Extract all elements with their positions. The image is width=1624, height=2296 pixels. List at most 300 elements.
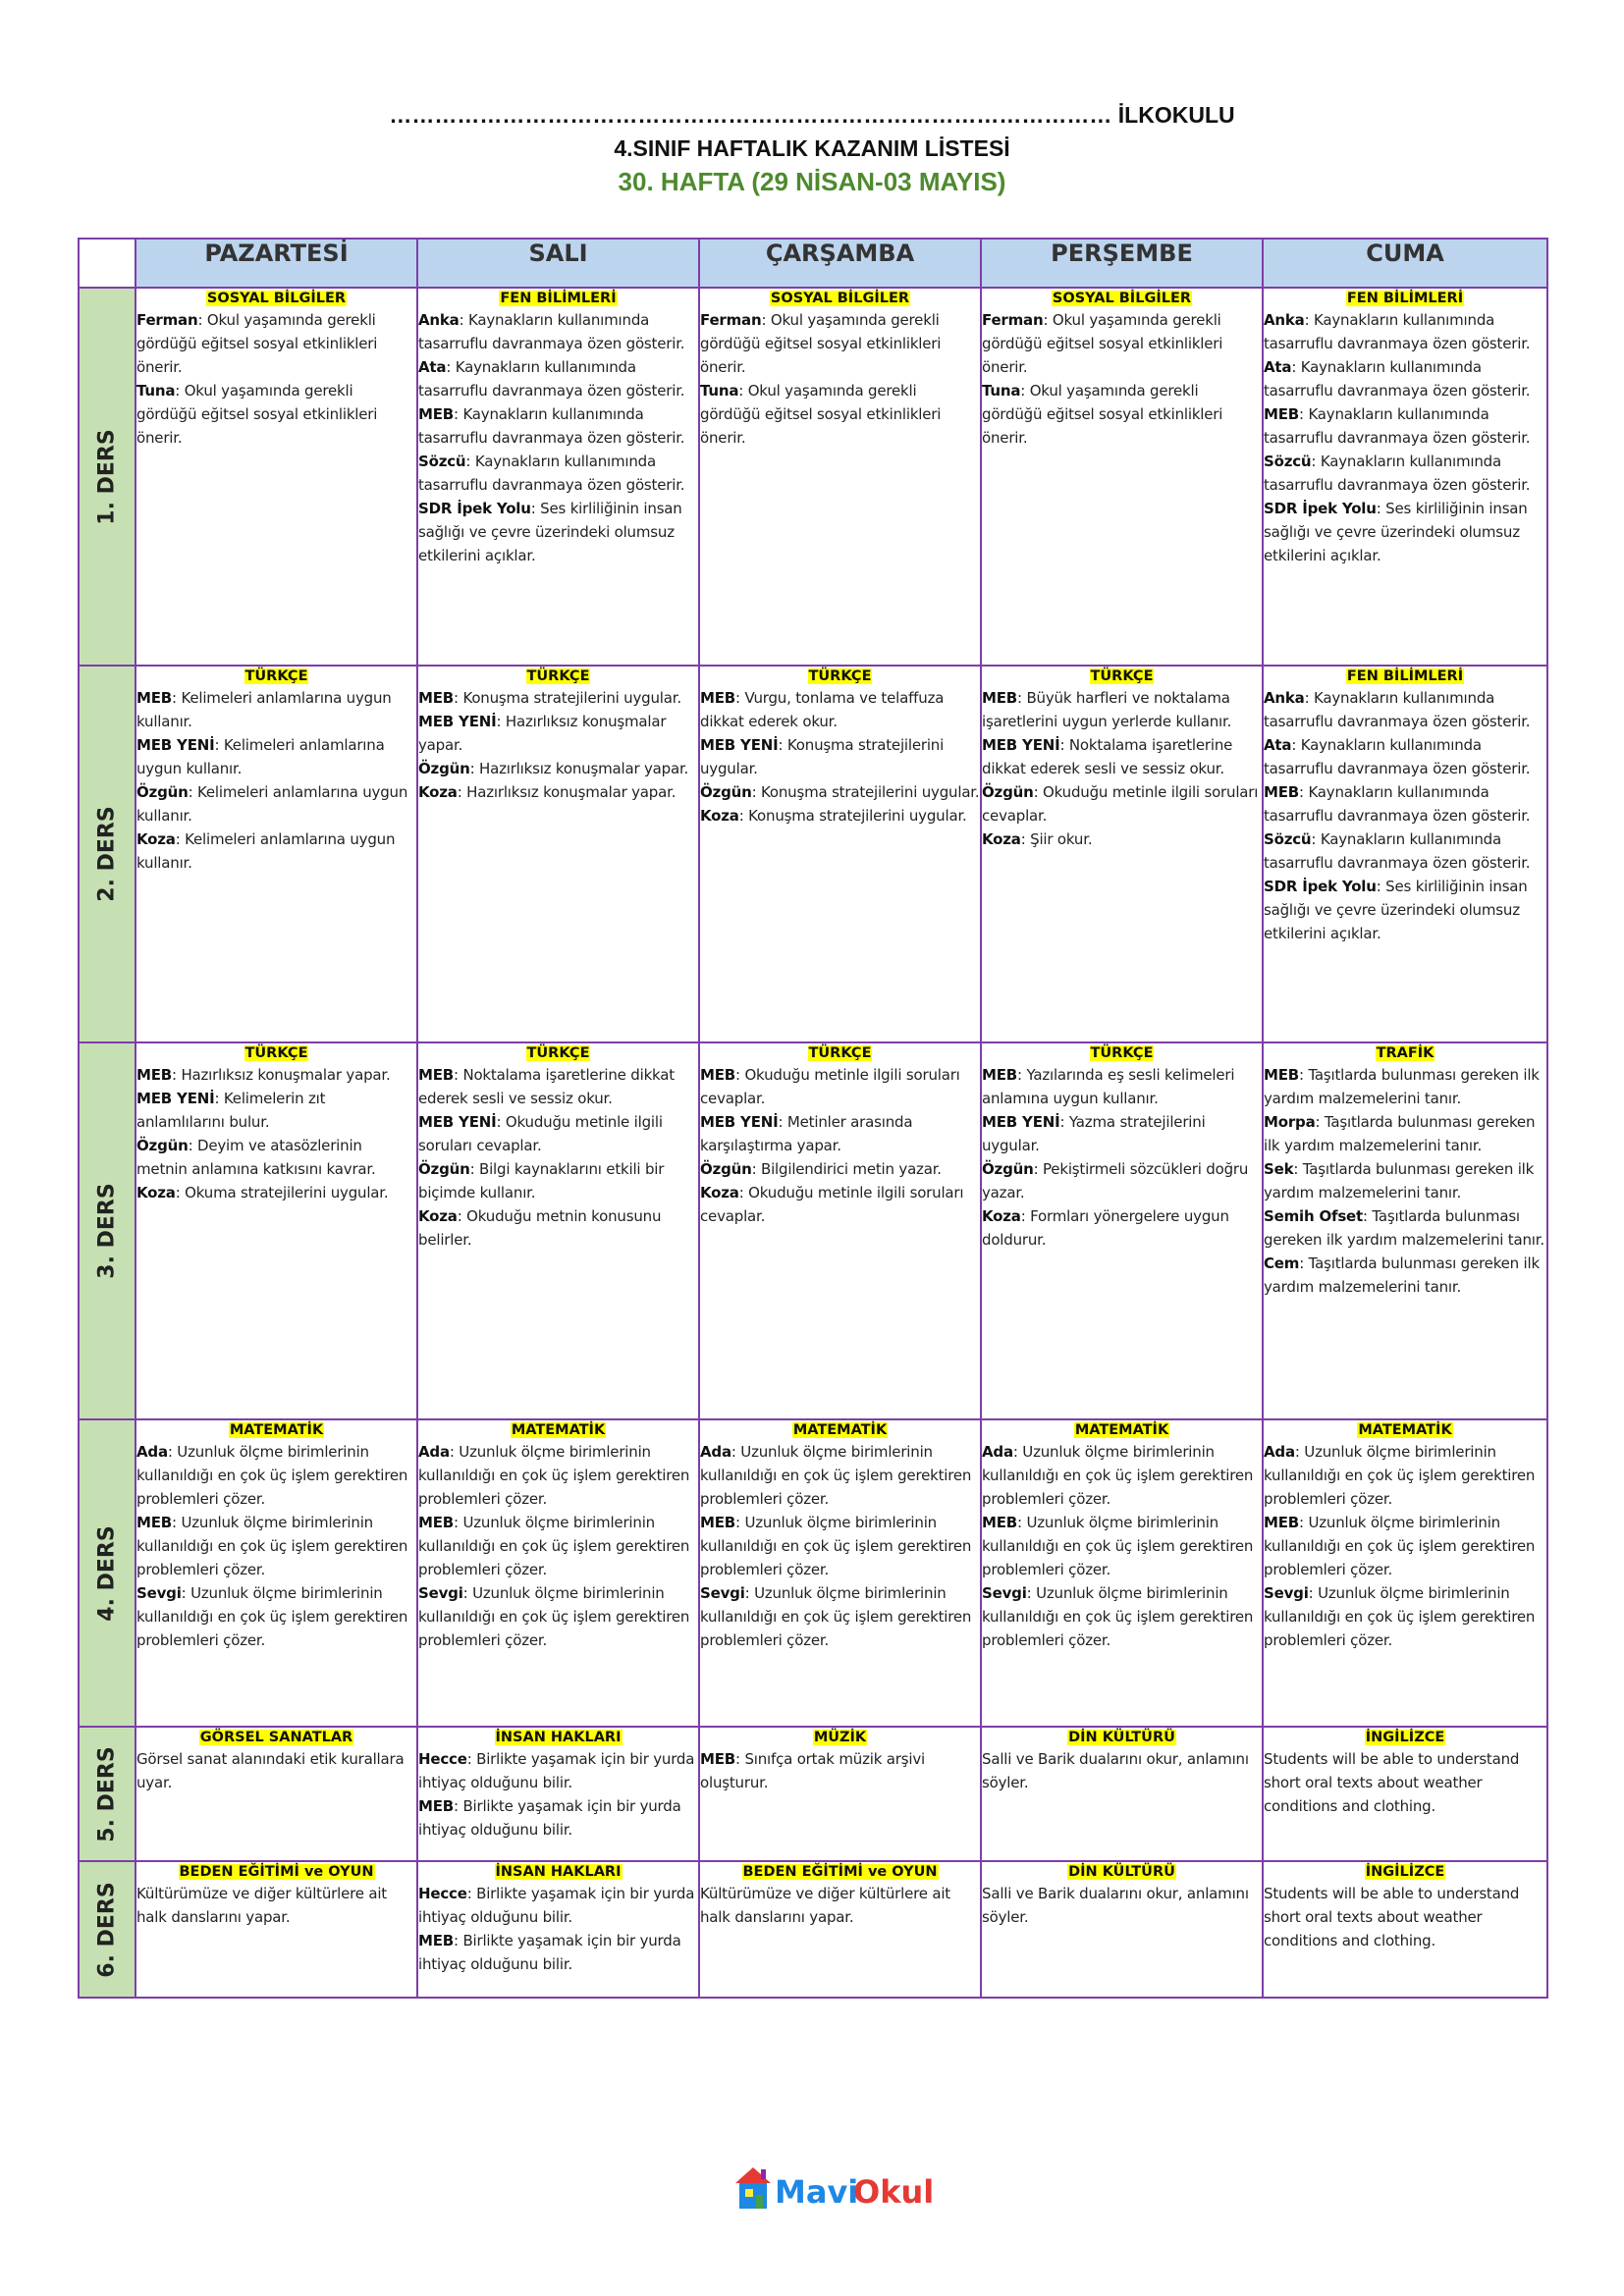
objective-entry: Ada: Uzunluk ölçme birimlerinin kullanıldığı en çok üç işlem gerektiren problemleri çözer. <box>700 1443 972 1508</box>
objective-entry: MEB: Sınıfça ortak müzik arşivi oluşturur. <box>700 1750 925 1791</box>
publisher-name: Anka <box>418 311 460 329</box>
publisher-name: MEB YENİ <box>700 736 779 754</box>
objective-text: Yazma stratejilerini uygular. <box>982 1113 1206 1154</box>
publisher-name: Koza <box>700 1184 739 1201</box>
objective-entry: MEB: Uzunluk ölçme birimlerinin kullanıldığı en çok üç işlem gerektiren problemleri çözer. <box>982 1514 1254 1578</box>
subject-label <box>700 1728 980 1747</box>
publisher-name: MEB <box>136 1066 173 1084</box>
subject-label <box>700 1420 980 1440</box>
objective-text: Students will be able to understand short oral texts about weather conditions and clothing. <box>1264 1750 1520 1815</box>
lesson-cell <box>699 1861 981 1998</box>
publisher-name: Koza <box>418 1207 458 1225</box>
objective-entry: MEB YENİ: Konuşma stratejilerini uygular. <box>700 736 945 777</box>
publisher-name: MEB <box>418 405 455 423</box>
publisher-name: Tuna <box>982 382 1021 400</box>
publisher-name: Ada <box>136 1443 168 1461</box>
objective-entry: Koza: Kelimeleri anlamlarına uygun kullanır. <box>136 830 396 872</box>
subject-name: FEN BİLİMLERİ <box>1346 291 1464 306</box>
objective-entry: MEB YENİ: Noktalama işaretlerine dikkat ederek sesli ve sessiz okur. <box>982 736 1233 777</box>
objective-entry <box>136 1747 416 1794</box>
objective-text: Taşıtlarda bulunması gereken ilk yardım malzemelerini tanır. <box>1264 1207 1544 1249</box>
publisher-name: MEB <box>136 689 173 707</box>
objective-text: Taşıtlarda bulunması gereken ilk yardım malzemelerini tanır. <box>1264 1255 1540 1296</box>
subject-name: MÜZİK <box>813 1730 867 1745</box>
lesson-cell <box>135 1727 417 1861</box>
objective-entry: MEB: Hazırlıksız konuşmalar yapar. <box>136 1066 391 1084</box>
objective-text: Hazırlıksız konuşmalar yapar. <box>466 783 677 801</box>
subject-name: TÜRKÇE <box>1090 1045 1154 1061</box>
publisher-name: MEB <box>982 689 1018 707</box>
subject-name: BEDEN EĞİTİMİ ve OYUN <box>742 1864 938 1880</box>
lesson-cell <box>135 1861 417 1998</box>
objective-entry: MEB: Yazılarında eş sesli kelimeleri anlamına uygun kullanır. <box>982 1066 1235 1107</box>
objective-entry: Koza: Konuşma stratejilerini uygular. <box>700 807 967 825</box>
lesson-cell <box>135 288 417 666</box>
lesson-cell <box>417 1861 699 1998</box>
objective-text: Hazırlıksız konuşmalar yapar. <box>181 1066 391 1084</box>
corner-cell <box>79 239 135 288</box>
publisher-name: MEB <box>982 1066 1018 1084</box>
subject-label <box>136 1420 416 1440</box>
objective-entry: MEB: Vurgu, tonlama ve telaffuza dikkat ederek okur. <box>700 689 945 730</box>
lesson-label: 3. DERS <box>94 1183 120 1279</box>
lesson-cell <box>1263 1042 1547 1419</box>
objective-entry: Koza: Formları yönergelere uygun doldurur. <box>982 1207 1229 1249</box>
objective-text: Okuma stratejilerini uygular. <box>185 1184 389 1201</box>
mavi-okul-logo <box>731 2160 935 2218</box>
objective-entry: Ada: Uzunluk ölçme birimlerinin kullanıldığı en çok üç işlem gerektiren problemleri çözer. <box>136 1443 408 1508</box>
objective-text: Kaynakların kullanımında tasarruflu davranmaya özen gösterir. <box>418 358 685 400</box>
objective-entry: SDR İpek Yolu: Ses kirliliğinin insan sağlığı ve çevre üzerindeki olumsuz etkilerini açıklar. <box>418 500 682 564</box>
lesson-label: 1. DERS <box>94 428 120 525</box>
objective-text: Kaynakların kullanımında tasarruflu davranmaya özen gösterir. <box>1264 783 1531 825</box>
objective-text: Ses kirliliğinin insan sağlığı ve çevre üzerindeki olumsuz etkilerini açıklar. <box>1264 878 1528 942</box>
publisher-name: Özgün <box>982 1160 1034 1178</box>
publisher-name: MEB <box>1264 1514 1300 1531</box>
subject-name: TÜRKÇE <box>526 1045 590 1061</box>
subject-name: BEDEN EĞİTİMİ ve OYUN <box>179 1864 374 1880</box>
objective-text: Uzunluk ölçme birimlerinin kullanıldığı en çok üç işlem gerektiren problemleri çözer. <box>1264 1584 1536 1649</box>
objective-text: Formları yönergelere uygun doldurur. <box>982 1207 1229 1249</box>
objective-entry: MEB: Okuduğu metinle ilgili soruları cevaplar. <box>700 1066 960 1107</box>
lesson-row <box>79 666 1547 1042</box>
objective-text: Okul yaşamında gerekli gördüğü eğitsel sosyal etkinlikleri önerir. <box>136 382 378 447</box>
lesson-cell <box>417 1419 699 1727</box>
publisher-name: Özgün <box>418 1160 470 1178</box>
publisher-name: MEB YENİ <box>418 1113 497 1131</box>
subject-name: DİN KÜLTÜRÜ <box>1068 1730 1175 1745</box>
lesson-label: 2. DERS <box>94 806 120 902</box>
objective-entry: MEB: Uzunluk ölçme birimlerinin kullanıldığı en çok üç işlem gerektiren problemleri çözer. <box>418 1514 690 1578</box>
objective-entry: MEB: Uzunluk ölçme birimlerinin kullanıldığı en çok üç işlem gerektiren problemleri çözer. <box>136 1514 408 1578</box>
objective-text: Okuduğu metinle ilgili soruları cevaplar. <box>700 1184 964 1225</box>
publisher-name: Sevgi <box>136 1584 182 1602</box>
objective-text: Birlikte yaşamak için bir yurda ihtiyaç olduğunu bilir. <box>418 1750 695 1791</box>
objective-text: Okul yaşamında gerekli gördüğü eğitsel sosyal etkinlikleri önerir. <box>700 382 942 447</box>
publisher-name: MEB YENİ <box>418 713 497 730</box>
publisher-name: Sözcü <box>1264 453 1312 470</box>
objective-text: Metinler arasında karşılaştırma yapar. <box>700 1113 913 1154</box>
objective-entry: Sözcü: Kaynakların kullanımında tasarruflu davranmaya özen gösterir. <box>1264 453 1531 494</box>
subject-label <box>1264 1420 1546 1440</box>
objective-entry: MEB: Uzunluk ölçme birimlerinin kullanıldığı en çok üç işlem gerektiren problemleri çözer. <box>1264 1514 1536 1578</box>
publisher-name: MEB <box>700 689 736 707</box>
objective-text: Noktalama işaretlerine dikkat ederek sesli ve sessiz okur. <box>982 736 1233 777</box>
objective-text: Okul yaşamında gerekli gördüğü eğitsel sosyal etkinlikleri önerir. <box>700 311 942 376</box>
publisher-name: MEB <box>1264 1066 1300 1084</box>
objective-entry: Ata: Kaynakların kullanımında tasarruflu davranmaya özen gösterir. <box>1264 358 1531 400</box>
objective-text: Kültürümüze ve diğer kültürlere ait halk danslarını yapar. <box>136 1885 387 1926</box>
objective-text: Okul yaşamında gerekli gördüğü eğitsel sosyal etkinlikleri önerir. <box>982 311 1223 376</box>
objective-entry: Sevgi: Uzunluk ölçme birimlerinin kullanıldığı en çok üç işlem gerektiren problemleri çözer. <box>982 1584 1254 1649</box>
objective-text: Sınıfça ortak müzik arşivi oluşturur. <box>700 1750 925 1791</box>
objective-text: Ses kirliliğinin insan sağlığı ve çevre üzerindeki olumsuz etkilerini açıklar. <box>418 500 682 564</box>
subject-name: SOSYAL BİLGİLER <box>770 291 910 306</box>
objective-entry: Özgün: Kelimeleri anlamlarına uygun kullanır. <box>136 783 408 825</box>
lesson-label-cell <box>79 1042 135 1419</box>
subject-name: TÜRKÇE <box>808 1045 872 1061</box>
lesson-row <box>79 1419 1547 1727</box>
publisher-name: MEB YENİ <box>136 1090 215 1107</box>
objective-entry: Tuna: Okul yaşamında gerekli gördüğü eğitsel sosyal etkinlikleri önerir. <box>700 382 942 447</box>
lesson-cell <box>699 288 981 666</box>
subject-name: GÖRSEL SANATLAR <box>199 1730 353 1745</box>
objective-entry <box>700 1882 980 1929</box>
publisher-name: Sevgi <box>982 1584 1027 1602</box>
subject-name: TÜRKÇE <box>244 1045 308 1061</box>
lesson-cell <box>135 666 417 1042</box>
lesson-cell <box>417 288 699 666</box>
publisher-name: MEB <box>700 1066 736 1084</box>
objective-entry: MEB: Kaynakların kullanımında tasarruflu davranmaya özen gösterir. <box>1264 405 1531 447</box>
subject-name: TÜRKÇE <box>808 668 872 684</box>
subject-label <box>136 1728 416 1747</box>
subject-name: TÜRKÇE <box>1090 668 1154 684</box>
publisher-name: Koza <box>418 783 458 801</box>
subject-name: DİN KÜLTÜRÜ <box>1068 1864 1175 1880</box>
objective-text: Kelimeleri anlamlarına uygun kullanır. <box>136 783 408 825</box>
objective-entry <box>982 1747 1262 1794</box>
publisher-name: MEB <box>700 1750 736 1768</box>
subject-label <box>982 667 1262 686</box>
publisher-name: Ferman <box>982 311 1044 329</box>
objective-text: Uzunluk ölçme birimlerinin kullanıldığı en çok üç işlem gerektiren problemleri çözer. <box>418 1443 690 1508</box>
objective-text: Birlikte yaşamak için bir yurda ihtiyaç olduğunu bilir. <box>418 1885 695 1926</box>
objective-entry <box>136 1882 416 1929</box>
objective-entry: MEB: Büyük harfleri ve noktalama işaretlerini uygun yerlerde kullanır. <box>982 689 1232 730</box>
objective-text: Konuşma stratejilerini uygular. <box>761 783 980 801</box>
objective-entry: MEB: Kelimeleri anlamlarına uygun kullanır. <box>136 689 392 730</box>
publisher-name: SDR İpek Yolu <box>1264 878 1377 895</box>
publisher-name: Ata <box>1264 358 1292 376</box>
objective-text: Uzunluk ölçme birimlerinin kullanıldığı en çok üç işlem gerektiren problemleri çözer. <box>982 1443 1254 1508</box>
lesson-cell <box>981 1727 1263 1861</box>
objective-text: Konuşma stratejilerini uygular. <box>462 689 681 707</box>
subject-name: TRAFİK <box>1376 1045 1435 1061</box>
objective-entry <box>1264 1747 1546 1818</box>
day-header: SALI <box>417 239 699 288</box>
objective-entry: Koza: Şiir okur. <box>982 830 1093 848</box>
objective-entry: MEB: Uzunluk ölçme birimlerinin kullanıldığı en çok üç işlem gerektiren problemleri çözer. <box>700 1514 972 1578</box>
objective-entry: Sevgi: Uzunluk ölçme birimlerinin kullanıldığı en çok üç işlem gerektiren problemleri çözer. <box>418 1584 690 1649</box>
objective-text: Kaynakların kullanımında tasarruflu davranmaya özen gösterir. <box>418 405 685 447</box>
objective-text: Uzunluk ölçme birimlerinin kullanıldığı en çok üç işlem gerektiren problemleri çözer. <box>1264 1514 1536 1578</box>
lesson-row <box>79 1042 1547 1419</box>
objective-text: Ses kirliliğinin insan sağlığı ve çevre üzerindeki olumsuz etkilerini açıklar. <box>1264 500 1528 564</box>
publisher-name: Özgün <box>700 1160 752 1178</box>
publisher-name: SDR İpek Yolu <box>418 500 531 517</box>
lesson-label-cell <box>79 1727 135 1861</box>
objective-text: Kaynakların kullanımında tasarruflu davranmaya özen gösterir. <box>1264 311 1531 352</box>
publisher-name: Tuna <box>136 382 176 400</box>
day-header: ÇARŞAMBA <box>699 239 981 288</box>
objective-text: Hazırlıksız konuşmalar yapar. <box>479 760 689 777</box>
publisher-name: Özgün <box>136 1137 189 1154</box>
publisher-name: Cem <box>1264 1255 1300 1272</box>
objective-text: Görsel sanat alanındaki etik kurallara uyar. <box>136 1750 405 1791</box>
objective-text: Büyük harfleri ve noktalama işaretlerini uygun yerlerde kullanır. <box>982 689 1232 730</box>
lesson-label: 5. DERS <box>94 1745 120 1842</box>
lesson-row <box>79 288 1547 666</box>
svg-text:Okul: Okul <box>853 2173 935 2211</box>
publisher-name: Ferman <box>136 311 198 329</box>
lesson-label-cell <box>79 1419 135 1727</box>
objective-text: Bilgilendirici metin yazar. <box>761 1160 942 1178</box>
objective-text: Salli ve Barik dualarını okur, anlamını söyler. <box>982 1750 1249 1791</box>
subject-name: SOSYAL BİLGİLER <box>206 291 347 306</box>
publisher-name: Ada <box>700 1443 731 1461</box>
objective-text: Okul yaşamında gerekli gördüğü eğitsel sosyal etkinlikleri önerir. <box>136 311 378 376</box>
subject-label <box>418 1043 698 1063</box>
lesson-row <box>79 1861 1547 1998</box>
objective-entry: MEB YENİ: Yazma stratejilerini uygular. <box>982 1113 1206 1154</box>
publisher-name: Anka <box>1264 689 1305 707</box>
objective-entry: Koza: Okuduğu metnin konusunu belirler. <box>418 1207 662 1249</box>
publisher-name: MEB <box>418 689 455 707</box>
objective-text: Okuduğu metinle ilgili soruları cevaplar. <box>982 783 1259 825</box>
publisher-name: MEB YENİ <box>982 736 1060 754</box>
lesson-cell <box>417 1042 699 1419</box>
objective-text: Noktalama işaretlerine dikkat ederek sesli ve sessiz okur. <box>418 1066 675 1107</box>
subject-label <box>700 289 980 308</box>
publisher-name: Ata <box>1264 736 1292 754</box>
subject-label <box>1264 1728 1546 1747</box>
objective-entry: Ada: Uzunluk ölçme birimlerinin kullanıldığı en çok üç işlem gerektiren problemleri çözer. <box>982 1443 1254 1508</box>
subject-name: İNSAN HAKLARI <box>495 1864 622 1880</box>
subject-name: MATEMATİK <box>792 1422 888 1438</box>
objective-text: Taşıtlarda bulunması gereken ilk yardım malzemelerini tanır. <box>1264 1160 1535 1201</box>
objective-text: Birlikte yaşamak için bir yurda ihtiyaç olduğunu bilir. <box>418 1932 681 1973</box>
objective-text: Kaynakların kullanımında tasarruflu davranmaya özen gösterir. <box>418 453 685 494</box>
lesson-cell <box>417 1727 699 1861</box>
lesson-cell <box>1263 666 1547 1042</box>
page-header <box>0 98 1624 198</box>
publisher-name: Özgün <box>418 760 470 777</box>
subject-label <box>982 289 1262 308</box>
page-title: 4.SINIF HAFTALIK KAZANIM LİSTESİ <box>614 135 1010 161</box>
objective-text: Uzunluk ölçme birimlerinin kullanıldığı en çok üç işlem gerektiren problemleri çözer. <box>418 1514 690 1578</box>
objective-entry: MEB YENİ: Metinler arasında karşılaştırma yapar. <box>700 1113 913 1154</box>
objective-entry: Ada: Uzunluk ölçme birimlerinin kullanıldığı en çok üç işlem gerektiren problemleri çözer. <box>1264 1443 1536 1508</box>
publisher-name: Koza <box>982 830 1021 848</box>
subject-name: İNSAN HAKLARI <box>495 1730 622 1745</box>
objective-text: Pekiştirmeli sözcükleri doğru yazar. <box>982 1160 1249 1201</box>
objective-text: Uzunluk ölçme birimlerinin kullanıldığı en çok üç işlem gerektiren problemleri çözer. <box>982 1514 1254 1578</box>
publisher-name: Koza <box>136 1184 176 1201</box>
subject-name: MATEMATİK <box>511 1422 606 1438</box>
objective-text: Kültürümüze ve diğer kültürlere ait halk danslarını yapar. <box>700 1885 950 1926</box>
objective-text: Şiir okur. <box>1030 830 1093 848</box>
subject-name: MATEMATİK <box>229 1422 324 1438</box>
subject-label <box>982 1728 1262 1747</box>
objective-text: Students will be able to understand short oral texts about weather conditions and clothing. <box>1264 1885 1520 1949</box>
objective-entry: MEB: Taşıtlarda bulunması gereken ilk yardım malzemelerini tanır. <box>1264 1066 1540 1107</box>
objective-entry: Semih Ofset: Taşıtlarda bulunması gereken ilk yardım malzemelerini tanır. <box>1264 1207 1544 1249</box>
objective-text: Uzunluk ölçme birimlerinin kullanıldığı en çok üç işlem gerektiren problemleri çözer. <box>136 1443 408 1508</box>
objective-entry: Özgün: Pekiştirmeli sözcükleri doğru yazar. <box>982 1160 1249 1201</box>
lesson-cell <box>135 1042 417 1419</box>
subject-label <box>136 289 416 308</box>
day-header: PAZARTESİ <box>135 239 417 288</box>
objective-text: Konuşma stratejilerini uygular. <box>748 807 967 825</box>
objective-entry: MEB YENİ: Kelimelerin zıt anlamlılarını bulur. <box>136 1090 326 1131</box>
subject-name: MATEMATİK <box>1074 1422 1169 1438</box>
objective-text: Kaynakların kullanımında tasarruflu davranmaya özen gösterir. <box>1264 830 1531 872</box>
publisher-name: Özgün <box>982 783 1034 801</box>
objective-entry: Sevgi: Uzunluk ölçme birimlerinin kullanıldığı en çok üç işlem gerektiren problemleri çözer. <box>1264 1584 1536 1649</box>
subject-label <box>1264 667 1546 686</box>
objective-entry: Özgün: Konuşma stratejilerini uygular. <box>700 783 980 801</box>
publisher-name: Semih Ofset <box>1264 1207 1363 1225</box>
objective-entry: Sek: Taşıtlarda bulunması gereken ilk yardım malzemelerini tanır. <box>1264 1160 1535 1201</box>
objective-entry: Hecce: Birlikte yaşamak için bir yurda ihtiyaç olduğunu bilir. <box>418 1750 695 1791</box>
objective-text: Uzunluk ölçme birimlerinin kullanıldığı en çok üç işlem gerektiren problemleri çözer. <box>982 1584 1254 1649</box>
publisher-name: MEB <box>418 1932 455 1949</box>
objective-entry: Özgün: Deyim ve atasözlerinin metnin anlamına katkısını kavrar. <box>136 1137 376 1178</box>
objective-text: Uzunluk ölçme birimlerinin kullanıldığı en çok üç işlem gerektiren problemleri çözer. <box>700 1514 972 1578</box>
objective-text: Uzunluk ölçme birimlerinin kullanıldığı en çok üç işlem gerektiren problemleri çözer. <box>418 1584 690 1649</box>
subject-label <box>1264 1862 1546 1882</box>
objective-entry: Özgün: Hazırlıksız konuşmalar yapar. <box>418 760 689 777</box>
objective-entry: Anka: Kaynakların kullanımında tasarruflu davranmaya özen gösterir. <box>1264 311 1531 352</box>
subject-label <box>418 1862 698 1882</box>
objective-entry: Özgün: Okuduğu metinle ilgili soruları cevaplar. <box>982 783 1259 825</box>
objective-entry: Cem: Taşıtlarda bulunması gereken ilk yardım malzemelerini tanır. <box>1264 1255 1540 1296</box>
day-header: PERŞEMBE <box>981 239 1263 288</box>
objective-entry: MEB: Birlikte yaşamak için bir yurda ihtiyaç olduğunu bilir. <box>418 1797 681 1839</box>
publisher-name: Koza <box>982 1207 1021 1225</box>
lesson-cell <box>981 288 1263 666</box>
objective-text: Kelimeleri anlamlarına uygun kullanır. <box>136 830 396 872</box>
objective-text: Kelimeleri anlamlarına uygun kullanır. <box>136 689 392 730</box>
subject-label <box>982 1043 1262 1063</box>
lesson-cell <box>699 1727 981 1861</box>
subject-label <box>418 1420 698 1440</box>
objective-text: Kaynakların kullanımında tasarruflu davranmaya özen gösterir. <box>1264 689 1531 730</box>
subject-label <box>982 1420 1262 1440</box>
objective-text: Uzunluk ölçme birimlerinin kullanıldığı en çok üç işlem gerektiren problemleri çözer. <box>700 1584 972 1649</box>
objective-text: Uzunluk ölçme birimlerinin kullanıldığı en çok üç işlem gerektiren problemleri çözer. <box>1264 1443 1536 1508</box>
subject-label <box>982 1862 1262 1882</box>
objective-entry: MEB: Noktalama işaretlerine dikkat ederek sesli ve sessiz okur. <box>418 1066 675 1107</box>
subject-name: TÜRKÇE <box>526 668 590 684</box>
publisher-name: Ada <box>1264 1443 1295 1461</box>
objective-text: Kelimeleri anlamlarına uygun kullanır. <box>136 736 385 777</box>
subject-label <box>136 1862 416 1882</box>
objective-entry: Koza: Okuduğu metinle ilgili soruları cevaplar. <box>700 1184 964 1225</box>
day-header-row <box>79 239 1547 288</box>
publisher-name: MEB YENİ <box>136 736 215 754</box>
publisher-name: Hecce <box>418 1750 467 1768</box>
subject-name: İNGİLİZCE <box>1365 1730 1445 1745</box>
subject-name: TÜRKÇE <box>244 668 308 684</box>
objective-text: Taşıtlarda bulunması gereken ilk yardım malzemelerini tanır. <box>1264 1066 1540 1107</box>
publisher-name: MEB <box>1264 783 1300 801</box>
objective-entry: Koza: Okuma stratejilerini uygular. <box>136 1184 389 1201</box>
objective-entry: MEB: Konuşma stratejilerini uygular. <box>418 689 681 707</box>
objective-entry: Tuna: Okul yaşamında gerekli gördüğü eğitsel sosyal etkinlikleri önerir. <box>136 382 378 447</box>
publisher-name: MEB <box>418 1066 455 1084</box>
subject-name: FEN BİLİMLERİ <box>500 291 617 306</box>
objective-entry: Ferman: Okul yaşamında gerekli gördüğü eğitsel sosyal etkinlikleri önerir. <box>700 311 942 376</box>
objective-entry: SDR İpek Yolu: Ses kirliliğinin insan sağlığı ve çevre üzerindeki olumsuz etkilerini açıklar. <box>1264 500 1528 564</box>
subject-name: İNGİLİZCE <box>1365 1864 1445 1880</box>
lesson-label: 4. DERS <box>94 1524 120 1622</box>
objective-entry: Sevgi: Uzunluk ölçme birimlerinin kullanıldığı en çok üç işlem gerektiren problemleri çözer. <box>136 1584 408 1649</box>
objective-entry: Sözcü: Kaynakların kullanımında tasarruflu davranmaya özen gösterir. <box>418 453 685 494</box>
lesson-cell <box>981 1042 1263 1419</box>
objective-text: Uzunluk ölçme birimlerinin kullanıldığı en çok üç işlem gerektiren problemleri çözer. <box>700 1443 972 1508</box>
publisher-name: Sevgi <box>1264 1584 1309 1602</box>
objective-entry: Anka: Kaynakların kullanımında tasarruflu davranmaya özen gösterir. <box>1264 689 1531 730</box>
subject-label <box>136 1043 416 1063</box>
objective-entry: Ferman: Okul yaşamında gerekli gördüğü eğitsel sosyal etkinlikleri önerir. <box>982 311 1223 376</box>
subject-label <box>418 1728 698 1747</box>
publisher-name: Sevgi <box>418 1584 463 1602</box>
publisher-name: SDR İpek Yolu <box>1264 500 1377 517</box>
publisher-name: Ata <box>418 358 447 376</box>
lesson-cell <box>699 666 981 1042</box>
publisher-name: Ada <box>982 1443 1013 1461</box>
objective-text: Salli ve Barik dualarını okur, anlamını söyler. <box>982 1885 1249 1926</box>
lesson-cell <box>1263 288 1547 666</box>
lesson-cell <box>981 1419 1263 1727</box>
publisher-name: MEB YENİ <box>982 1113 1060 1131</box>
objective-text: Yazılarında eş sesli kelimeleri anlamına uygun kullanır. <box>982 1066 1235 1107</box>
publisher-name: MEB <box>700 1514 736 1531</box>
objective-entry: MEB YENİ: Hazırlıksız konuşmalar yapar. <box>418 713 667 754</box>
objective-text: Uzunluk ölçme birimlerinin kullanıldığı en çok üç işlem gerektiren problemleri çözer. <box>136 1584 408 1649</box>
subject-label <box>700 1862 980 1882</box>
objective-entry: Özgün: Bilgilendirici metin yazar. <box>700 1160 942 1178</box>
objective-text: Konuşma stratejilerini uygular. <box>700 736 945 777</box>
objective-entry: Sözcü: Kaynakların kullanımında tasarruflu davranmaya özen gösterir. <box>1264 830 1531 872</box>
objective-text: Okuduğu metinle ilgili soruları cevaplar. <box>418 1113 663 1154</box>
lesson-cell <box>699 1042 981 1419</box>
objective-text: Okuduğu metnin konusunu belirler. <box>418 1207 662 1249</box>
lesson-cell <box>417 666 699 1042</box>
subject-label <box>1264 1043 1546 1063</box>
objective-entry: Anka: Kaynakların kullanımında tasarruflu davranmaya özen gösterir. <box>418 311 685 352</box>
objective-entry: Özgün: Bilgi kaynaklarını etkili bir biçimde kullanır. <box>418 1160 665 1201</box>
objective-entry <box>1264 1882 1546 1952</box>
objective-entry <box>982 1882 1262 1929</box>
objective-entry: MEB YENİ: Okuduğu metinle ilgili soruları cevaplar. <box>418 1113 663 1154</box>
objective-text: Kaynakların kullanımında tasarruflu davranmaya özen gösterir. <box>1264 358 1531 400</box>
publisher-name: Ada <box>418 1443 450 1461</box>
objective-text: Okul yaşamında gerekli gördüğü eğitsel sosyal etkinlikleri önerir. <box>982 382 1223 447</box>
objective-text: Deyim ve atasözlerinin metnin anlamına katkısını kavrar. <box>136 1137 376 1178</box>
